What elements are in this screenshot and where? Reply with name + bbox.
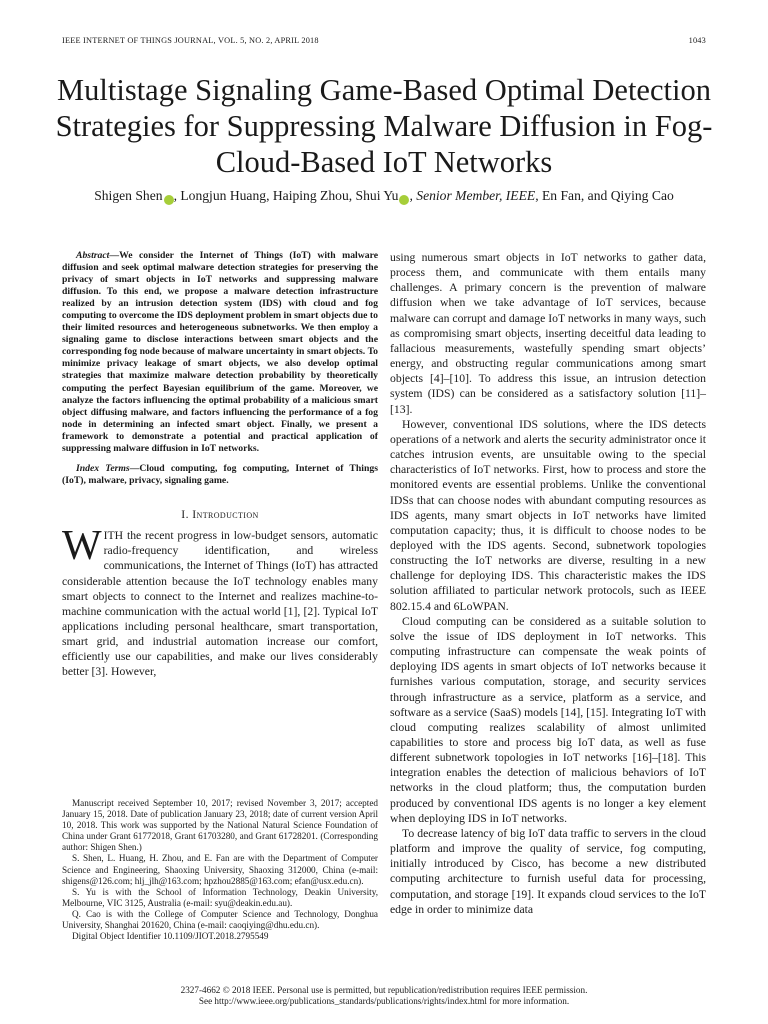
authors-3: , En Fan, and Qiying Cao (535, 188, 674, 203)
left-column (62, 250, 378, 680)
section-heading (62, 507, 378, 522)
index-terms-text: —Cloud computing, fog computing, Internet of Things (IoT), malware, privacy, signaling game. (62, 462, 378, 486)
author-1: Shigen Shen (94, 188, 163, 203)
section-numeral: I. (181, 507, 193, 521)
footnote: S. Yu is with the School of Information Technology, Deakin University, Melbourne, VIC 3125, Australia (e-mail: syu@deakin.edu.au). (62, 886, 378, 908)
footnotes (62, 798, 378, 942)
running-head (62, 36, 706, 45)
footnote: Q. Cao is with the College of Computer Science and Technology, Donghua University, Shanghai 201620, China (e-mail: caoqiying@dhu.edu.cn). (62, 908, 378, 931)
copyright-footer (0, 985, 768, 1008)
right-column (390, 250, 706, 917)
footnote: Manuscript received September 10, 2017; revised November 3, 2017; accepted January 15, 2018. Date of publication January 23, 2018; date of current version April 10, 2018. This work was supported by the National Natural Science Foundation of China under Grant 61772018, Grant 61703280, and Grant 61728201. (Corresponding author: Shigen Shen.) (62, 798, 378, 853)
section-name: Introduction (192, 507, 259, 521)
intro-text: the recent progress in low-budget sensors, automatic radio-frequency identification, and wireless communications, the Internet of Things (IoT) has attracted considerable attention because the IoT technology enables many smart objects to connect to the Internet and realizes machine-to-machine communication with the actual world [1], [2]. Typical IoT applications including personal healthcare, smart transportation, smart grid, and industrial automation increase our comfort, efficiently use our capabilities, and make our lives considerably better [3]. However, (62, 529, 378, 679)
orcid-icon[interactable] (399, 195, 409, 205)
intro-caps: ITH (103, 529, 124, 543)
rights-url-line: See http://www.ieee.org/publications_standards/publications/rights/index.html for more information. (198, 996, 570, 1007)
page-number: 1043 (688, 36, 706, 45)
body-paragraph: However, conventional IDS solutions, where the IDS detects operations of a network and alerts the security administrator once it catches intrusion events, are unsuitable owing to the special characteristics of IoT networks. First, how to process and store the monitored events are essential problems. Unlike the conventional IDSs that can choose nodes with abundant computing resources as IDS agents, many smart objects in IoT networks have limited computation capacity; thus, it is difficult to choose nodes to be deployed with the IDS agents. Second, subnetwork topologies constructing the IoT networks are diverse, resulting in a new challenge for deploying IDS. This characteristic makes the IDS solution affiliated to particular network protocols, such as IEEE 802.15.4 and 6LoWPAN. (390, 417, 706, 613)
footnote: S. Shen, L. Huang, H. Zhou, and E. Fan are with the Department of Computer Science and Engineering, Shaoxing University, Shaoxing 312000, China (e-mail: shigens@126.com; hlj_jlh@163.com; hpzhou2885@163.com; efan@usx.edu.cn). (62, 853, 378, 886)
abstract (62, 250, 378, 455)
abstract-text: —We consider the Internet of Things (IoT) with malware diffusion and seek optimal malware detection strategies for preserving the privacy of smart objects in IoT networks and suppressing malware diffusion. To this end, we propose a malware detection infrastructure realized by an intrusion detection system (IDS) with cloud and fog computing to overcome the IDS deployment problem in smart objects due to their limited resources and heterogeneous subnetworks. We then employ a signaling game to disclose interactions between smart objects and the corresponding fog node because of malware uncertainty in smart objects. To minimize privacy leakage of smart objects, we also develop optimal strategies that maximize malware detection probability by theoretically computing the perfect Bayesian equilibrium of the game. Moreover, we analyze the factors influencing the optimal probability of a malicious smart object diffusing malware, and factors influencing the performance of a fog node in determining an infected smart object. Finally, we present a framework to demonstrate a potential and practical application of suppressing malware diffusion in IoT networks. (62, 250, 378, 454)
paper-title: Multistage Signaling Game-Based Optimal Detection Strategies for Suppressing Malware Diffusion in Fog-Cloud-Based IoT Networks (55, 73, 713, 179)
drop-cap: W (62, 523, 102, 570)
body-paragraph: using numerous smart objects in IoT networks to gather data, process them, and communicate with them entails many challenges. A primary concern is the prevention of malware diffusion when we take advantage of IoT services, because malware can corrupt and damage IoT networks in many ways, such as compromising smart objects, inserting deceitful data leading to fallacious measurements, wastefully spending smart objects’ energy, and obstructing regular communications among smart objects [4]–[10]. To address this issue, an intrusion detection system (IDS) can be considered as a satisfactory solution [11]–[13]. (390, 251, 706, 416)
author-list (30, 188, 738, 204)
abstract-lead: Abstract (76, 250, 110, 261)
doi-line: Digital Object Identifier 10.1109/JIOT.2018.2795549 (72, 931, 269, 942)
journal-name: IEEE INTERNET OF THINGS JOURNAL, VOL. 5, NO. 2, APRIL 2018 (62, 36, 319, 45)
intro-paragraph (62, 523, 378, 680)
index-terms-lead: Index Terms (76, 462, 130, 474)
authors-2: , Longjun Huang, Haiping Zhou, Shui Yu (173, 188, 399, 203)
copyright-line: 2327-4662 © 2018 IEEE. Personal use is permitted, but republication/redistribution requires IEEE permission. (180, 985, 588, 995)
orcid-icon[interactable] (164, 195, 174, 205)
index-terms (62, 463, 378, 487)
body-paragraph: Cloud computing can be considered as a suitable solution to solve the issue of IDS deployment in IoT networks. This computing infrastructure can compensate the weak points of deploying IDS agents in smart objects of IoT networks because it furnishes various computation, storage, and security services through infrastructure as a service, platform as a service, and software as a service (SaaS) models [14], [15]. Integrating IoT with cloud computing realizes scalability of almost unlimited capabilities to store and process big IoT data, as well as fuse different subnetwork topologies in IoT networks [16]–[18]. This integration enables the detection of malicious behaviors of IoT networks in the cloud platform; thus, the computation burden produced by conventional IDS agents is no longer a key element when deploying IDS in IoT networks. (390, 614, 706, 825)
body-paragraph: To decrease latency of big IoT data traffic to servers in the cloud platform and improve the quality of service, fog computing, initially introduced by Cisco, has become a new distributed computing architecture to furnish useful data for processing, computation, and storage [19]. It expands cloud services to the IoT edge in order to minimize data (390, 826, 706, 916)
author-role: , Senior Member, IEEE (409, 188, 536, 203)
